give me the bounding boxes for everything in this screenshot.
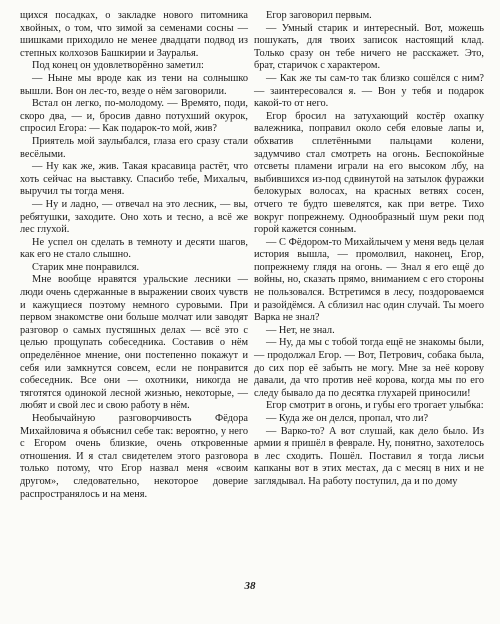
paragraph: — С Фёдором-то Михайлычем у меня ведь целая история вышла, — промолвил, наконец, Егор, попрежнему глядя на огонь. — Знал я его ещё до войны, но, сказать прямо, вниманием с его стороны не пользовался. Встретимся в лесу, поздороваемся и разойдёмся. А сблизил нас один случай. Ты моего Варка не знал? <box>254 236 484 324</box>
paragraph: Не успел он сделать в темноту и десяти шагов, как его не стало слышно. <box>20 236 248 261</box>
paragraph: — Умный старик и интересный. Вот, можешь пошукать, для твоих записок настоящий клад. Только сразу он тебе ничего не расскажет. Это, брат, старичок с характером. <box>254 22 484 72</box>
paragraph: — Варко-то? А вот слушай, как дело было. Из армии я пришёл в феврале. Ну, понятно, захотелось в лес сходить. Пошёл. Поставил я тогда лисьи капканы вот в этих местах, да с месяц в них и не заглядывал. На работу поступил, да и по дому <box>254 425 484 487</box>
paragraph: Старик мне понравился. <box>32 261 140 273</box>
paragraph: — Ну как же, жив. Такая красавица растёт, что хоть сейчас на выставку. Спасибо тебе, Михалыч, выручил ты тогда меня. <box>20 161 248 198</box>
paragraph: щихся посадках, о закладке нового питомника хвойных, о том, что зимой за семенами сосны — шишками приходило не менее двадцати подвод из степных колхозов Башкирии и Зауралья. <box>20 10 248 59</box>
paragraph: — Ну и ладно, — отвечал на это лесник, — вы, ребятушки, заходите. Оно хоть и тесно, а всё же лес глухой. <box>20 198 248 236</box>
paragraph: Под конец он удовлетворённо заметил: <box>32 60 204 72</box>
right-column <box>254 10 484 489</box>
paragraph: Приятель мой заулыбался, глаза его сразу стали весёлыми. <box>20 135 248 160</box>
paragraph: — Ныне мы вроде как из тени на солнышко вышли. Вон он лес-то, везде о нём заговорили. <box>20 72 248 97</box>
paragraph: Встал он легко, по-молодому. — Времято, поди, скоро два, — и, бросив давно потухший окурок, спросил Егора: — Как подарок-то мой, жив? <box>20 98 248 135</box>
paragraph: — Ну, да мы с тобой тогда ещё не знакомы были, — продолжал Егор. — Вот, Петрович, собака была, до сих пор её забыть не могу. Мне за неё корову давали, да что против неё корова, когда мы по его следу бывало да по десятка глухарей приносили! <box>254 337 484 399</box>
paragraph: — Как же ты сам-то так близко сошёлся с ним? — заинтересовался я. — Вон у тебя и подарок какой-то от него. <box>254 72 484 110</box>
paragraph: Егор заговорил первым. <box>266 10 372 21</box>
left-column <box>20 10 248 501</box>
paragraph: Егор бросил на затухающий костёр охапку валежника, поправил около себя еловые лапы и, обхватив сплетёнными пальцами колени, задумчиво стал смотреть на огонь. Беспокойные отсветы пламени играли на его высоком лбу, на выбившихся из-под сдвинутой на затылок фуражки белокурых волосах, на красных ветвях сосен, отчего те будто шевелятся, как при ветре. Тихо вокруг попрежнему. Однообразный шум реки под горой кажется сонным. <box>254 110 484 236</box>
page-number: 38 <box>244 580 256 592</box>
paragraph: Необычайную разговорчивость Фёдора Михайловича я объяснил себе так: вероятно, у него с Егором очень близкие, очень откровенные отношения. И я стал свидетелем этого разговора только потому, что Егор назвал меня «своим другом», следовательно, некоторое доверие распространялось и на меня. <box>20 413 248 500</box>
paragraph: — Нет, не знал. <box>266 324 335 336</box>
paragraph: Егор смотрит в огонь, и губы его трогает улыбка: <box>266 400 484 412</box>
paragraph: — Куда же он делся, пропал, что ли? <box>266 413 429 424</box>
paragraph: Мне вообще нравятся уральские лесники — люди очень сдержанные в выражении своих чувств и кажущиеся поэтому немного суровыми. При первом знакомстве они больше молчат или заводят разговор о самых пустяшных делах — всё это с целью прощупать собеседника. Составив о нём определённое мнение, они постепенно покажут и себя или замкнутся совсем, если не понравится собеседник. Все они — охотники, никогда не тяготятся одинокой лесной жизнью, некоторые, — любят и свой лес и свою работу в нём. <box>20 274 248 412</box>
